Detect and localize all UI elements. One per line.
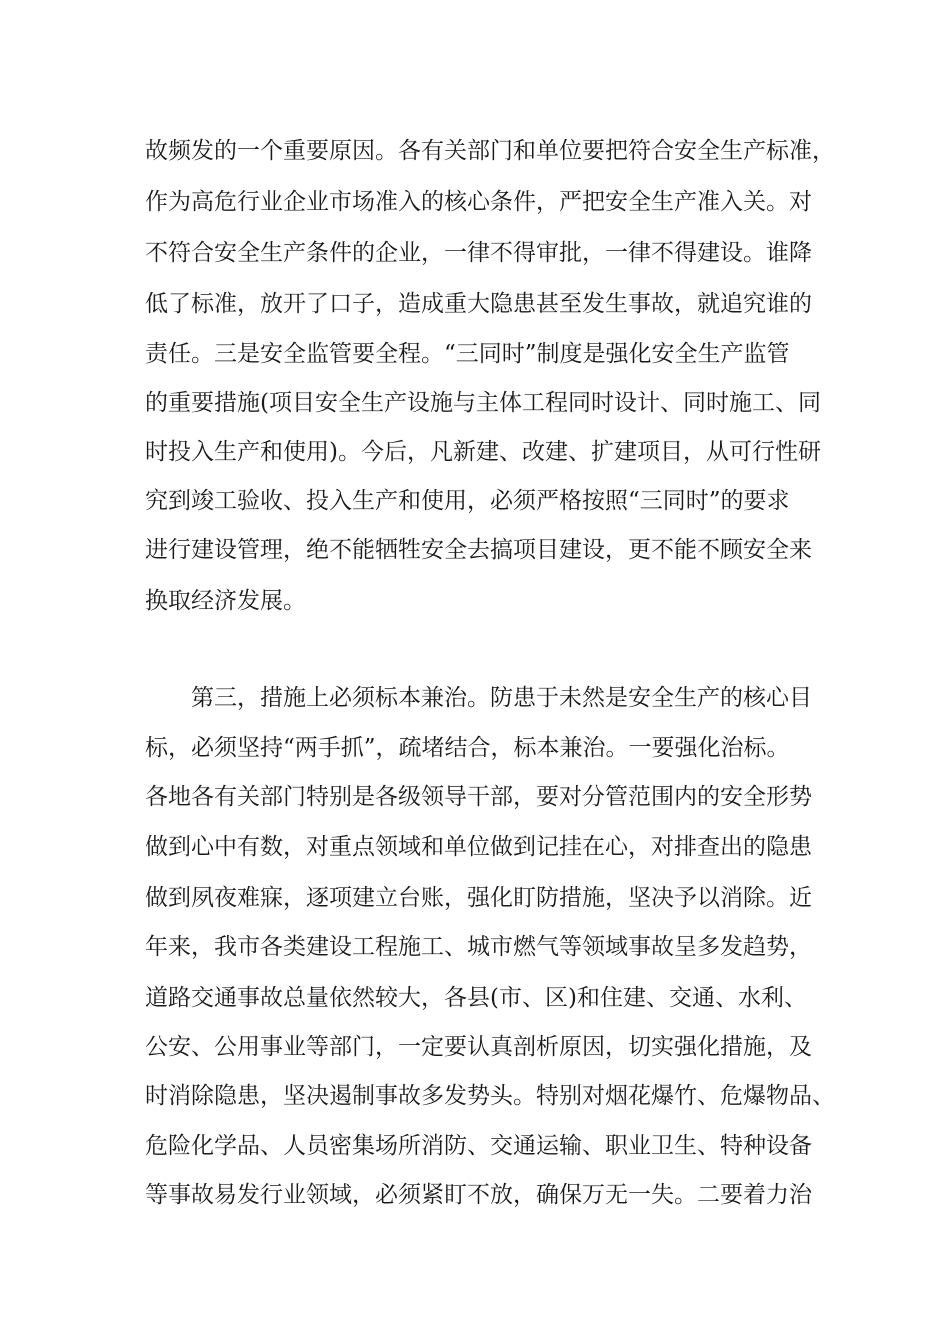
paragraph-line: 进行建设管理，绝不能牺牲安全去搞项目建设，更不能不顾安全来 [145,537,812,563]
paragraph-line: 等事故易发行业领域，必须紧盯不放，确保万无一失。二要着力治 [145,1182,812,1208]
paragraph-line: 第三，措施上必须标本兼治。防患于未然是安全生产的核心目 [191,685,812,711]
paragraph-line: 危险化学品、人员密集场所消防、交通运输、职业卫生、特种设备 [145,1133,812,1159]
paragraph-line: 换取经济发展。 [145,588,306,614]
paragraph-line: 究到竣工验收、投入生产和使用，必须严格按照“三同时”的要求 [145,488,790,514]
paragraph-line: 时投入生产和使用)。今后，凡新建、改建、扩建项目，从可行性研 [145,439,821,465]
paragraph-line: 做到心中有数，对重点领域和单位做到记挂在心，对排查出的隐患 [145,834,812,860]
paragraph-line: 公安、公用事业等部门，一定要认真剖析原因，切实强化措施，及 [145,1034,812,1060]
paragraph-line: 故频发的一个重要原因。各有关部门和单位要把符合安全生产标准， [145,138,835,164]
paragraph-line: 道路交通事故总量依然较大，各县(市、区)和住建、交通、水利、 [145,985,807,1011]
paragraph-line: 作为高危行业企业市场准入的核心条件，严把安全生产准入关。对 [145,189,812,215]
paragraph-line: 不符合安全生产条件的企业，一律不得审批，一律不得建设。谁降 [145,240,812,266]
paragraph-line: 的重要措施(项目安全生产设施与主体工程同时设计、同时施工、同 [145,390,821,416]
paragraph-line: 责任。三是安全监管要全程。“三同时”制度是强化安全生产监管 [145,341,790,367]
paragraph-line: 年来，我市各类建设工程施工、城市燃气等领域事故呈多发趋势， [145,934,812,960]
paragraph-line: 时消除隐患，坚决遏制事故多发势头。特别对烟花爆竹、危爆物品、 [145,1083,835,1109]
paragraph-line: 做到夙夜难寐，逐项建立台账，强化盯防措施，坚决予以消除。近 [145,885,812,911]
paragraph-line: 标，必须坚持“两手抓”，疏堵结合，标本兼治。一要强化治标。 [145,735,790,761]
paragraph-line: 低了标准，放开了口子，造成重大隐患甚至发生事故，就追究谁的 [145,291,812,317]
paragraph-line: 各地各有关部门特别是各级领导干部，要对分管范围内的安全形势 [145,784,812,810]
